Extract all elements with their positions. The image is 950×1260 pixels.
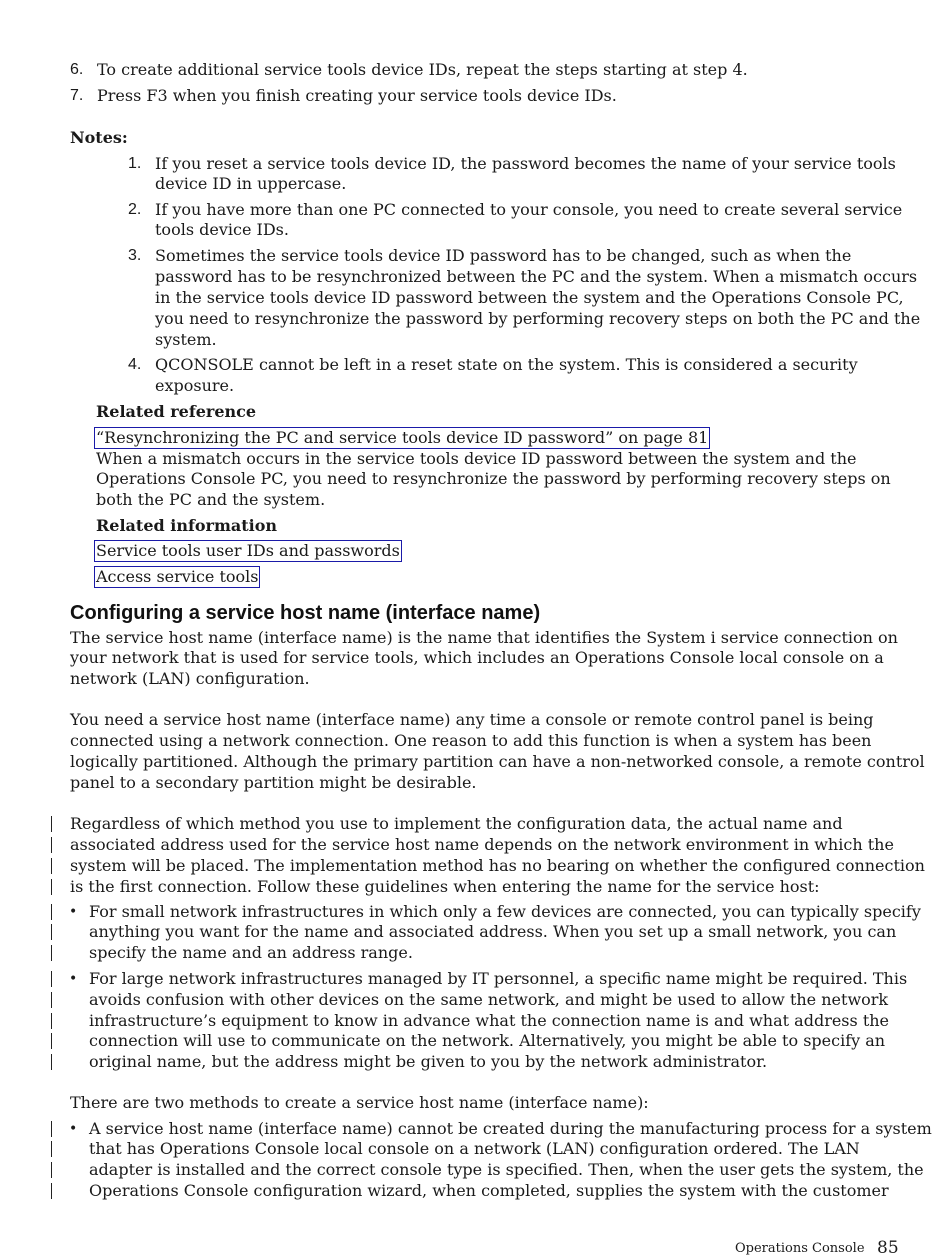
note-text: in the service tools device ID password between the system and the Operations Console PC, <box>155 288 904 307</box>
note-number: 2. <box>128 201 142 218</box>
related-information-link[interactable]: Service tools user IDs and passwords <box>96 541 400 560</box>
change-bar <box>51 1141 52 1157</box>
note-text: tools device IDs. <box>155 220 289 239</box>
change-bar <box>51 992 52 1008</box>
note-number: 4. <box>128 356 142 373</box>
bullet-text: For large network infrastructures managed by IT personnel, a specific name might be required. This <box>89 969 908 988</box>
note-text: If you reset a service tools device ID, the password becomes the name of your service tools <box>155 154 896 173</box>
bullet-text: A service host name (interface name) cannot be created during the manufacturing process for a system <box>89 1119 932 1138</box>
bullet-text: adapter is installed and the correct console type is specified. Then, when the user gets the system, the <box>89 1160 924 1179</box>
footer-title: Operations Console <box>735 1241 865 1256</box>
note-text: If you have more than one PC connected to your console, you need to create several service <box>155 200 903 219</box>
change-bar <box>51 945 52 961</box>
bullet-glyph: • <box>69 971 78 987</box>
note-text: device ID in uppercase. <box>155 174 347 193</box>
related-reference-desc: both the PC and the system. <box>96 490 326 509</box>
bullet-text: For small network infrastructures in which only a few devices are connected, you can typically specify <box>89 902 921 921</box>
notes-label: Notes: <box>70 128 128 147</box>
related-information-label: Related information <box>96 516 278 535</box>
paragraph-line: You need a service host name (interface name) any time a console or remote control panel is being <box>70 710 874 729</box>
paragraph-line: logically partitioned. Although the primary partition can have a non-networked console, a remote control <box>70 752 925 771</box>
change-bar <box>51 816 52 832</box>
step-number: 6. <box>70 61 84 78</box>
paragraph-line: system will be placed. The implementation method has no bearing on whether the configured connection <box>70 856 925 875</box>
bullet-glyph: • <box>69 904 78 920</box>
bullet-text: Operations Console configuration wizard, when completed, supplies the system with the customer <box>89 1181 889 1200</box>
section-heading: Configuring a service host name (interface name) <box>70 602 541 624</box>
paragraph-line: The service host name (interface name) is the name that identifies the System i service connection on <box>70 628 898 647</box>
change-bar <box>51 1054 52 1070</box>
paragraph-line: panel to a secondary partition might be desirable. <box>70 773 477 792</box>
change-bar <box>51 858 52 874</box>
paragraph-line: associated address used for the service host name depends on the network environment in which the <box>70 835 894 854</box>
bullet-text: avoids confusion with other devices on the same network, and might be used to allow the network <box>89 990 889 1009</box>
change-bar <box>51 1033 52 1049</box>
paragraph-line: There are two methods to create a service host name (interface name): <box>70 1093 649 1112</box>
related-reference-desc: When a mismatch occurs in the service tools device ID password between the system and the <box>96 449 857 468</box>
change-bar <box>51 1183 52 1199</box>
note-text: password has to be resynchronized between the PC and the system. When a mismatch occurs <box>155 267 918 286</box>
paragraph-line: connected using a network connection. One reason to add this function is when a system has been <box>70 731 872 750</box>
paragraph-line: your network that is used for service tools, which includes an Operations Console local console on a <box>70 648 884 667</box>
bullet-glyph: • <box>69 1121 78 1137</box>
note-number: 3. <box>128 247 142 264</box>
bullet-text: infrastructure’s equipment to know in advance what the connection name is and what address the <box>89 1011 890 1030</box>
change-bar <box>51 1121 52 1137</box>
related-information-link[interactable]: Access service tools <box>96 567 259 586</box>
paragraph-line: is the first connection. Follow these guidelines when entering the name for the service host: <box>70 877 820 896</box>
note-text: QCONSOLE cannot be left in a reset state on the system. This is considered a security <box>155 355 858 374</box>
note-text: you need to resynchronize the password by performing recovery steps on both the PC and the <box>155 309 921 328</box>
note-text: exposure. <box>155 376 235 395</box>
bullet-text: that has Operations Console local console on a network (LAN) configuration ordered. The LAN <box>89 1139 860 1158</box>
change-bar <box>51 971 52 987</box>
change-bar <box>51 924 52 940</box>
related-reference-link[interactable]: “Resynchronizing the PC and service tools device ID password” on page 81 <box>96 428 709 447</box>
change-bar <box>51 904 52 920</box>
related-reference-label: Related reference <box>96 402 257 421</box>
bullet-text: specify the name and an address range. <box>89 943 413 962</box>
note-text: system. <box>155 330 217 349</box>
note-number: 1. <box>128 155 142 172</box>
bullet-text: original name, but the address might be given to you by the network administrator. <box>89 1052 768 1071</box>
change-bar <box>51 1013 52 1029</box>
change-bar <box>51 879 52 895</box>
page-number: 85 <box>877 1238 899 1258</box>
note-text: Sometimes the service tools device ID password has to be changed, such as when the <box>155 246 852 265</box>
paragraph-line: network (LAN) configuration. <box>70 669 310 688</box>
step-text: Press F3 when you finish creating your service tools device IDs. <box>97 86 617 105</box>
step-text: To create additional service tools device IDs, repeat the steps starting at step 4. <box>97 60 748 79</box>
step-number: 7. <box>70 87 84 104</box>
bullet-text: connection will use to communicate on the network. Alternatively, you might be able to specify an <box>89 1031 886 1050</box>
paragraph-line: Regardless of which method you use to implement the configuration data, the actual name and <box>70 814 843 833</box>
bullet-text: anything you want for the name and associated address. When you set up a small network, you can <box>89 922 897 941</box>
change-bar <box>51 837 52 853</box>
related-reference-desc: Operations Console PC, you need to resynchronize the password by performing recovery steps on <box>96 469 891 488</box>
change-bar <box>51 1162 52 1178</box>
